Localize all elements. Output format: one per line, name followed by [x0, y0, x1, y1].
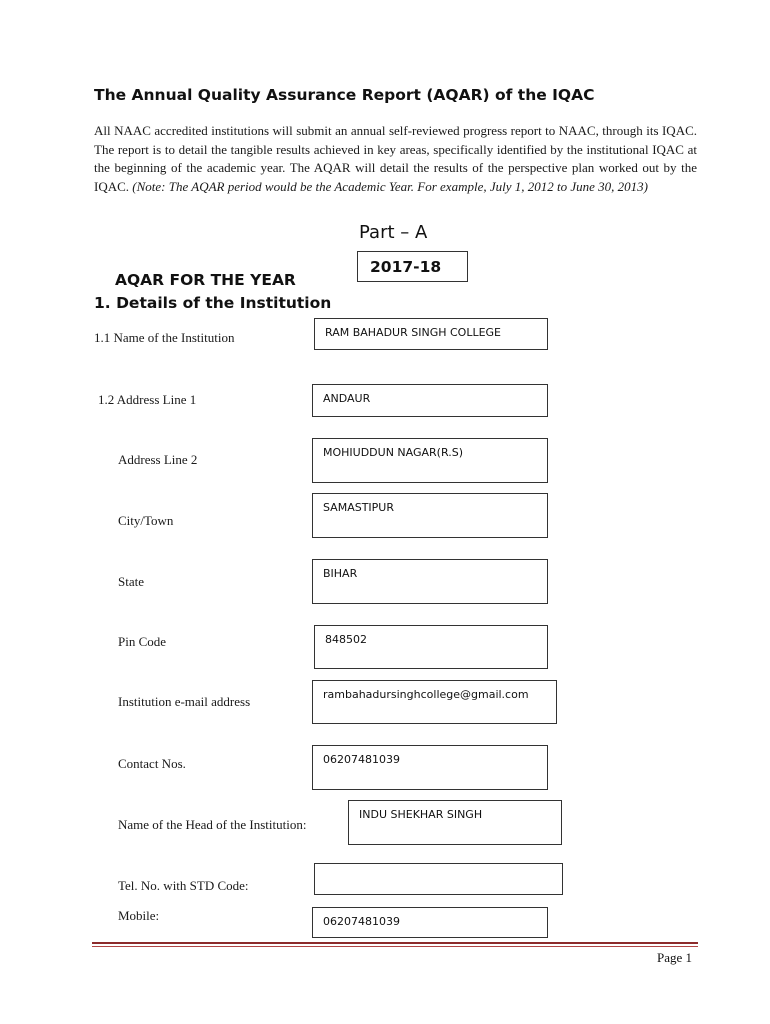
mobile-label: Mobile: [118, 908, 160, 923]
footer-divider-thin [92, 946, 698, 947]
state-label: State [118, 574, 144, 589]
intro-paragraph [94, 122, 697, 196]
aqar-year-field[interactable]: 2017-18 [357, 251, 468, 282]
contact-label: Contact Nos. [118, 756, 186, 771]
institution-name-label: 1.1 Name of the Institution [94, 330, 235, 345]
address-line-2-label: Address Line 2 [118, 452, 198, 467]
footer-divider [92, 942, 698, 944]
mobile-field[interactable]: 06207481039 [312, 907, 548, 938]
state-field[interactable]: BIHAR [312, 559, 548, 604]
address-line-2-field[interactable]: MOHIUDDUN NAGAR(R.S) [312, 438, 548, 483]
tel-std-field[interactable] [314, 863, 563, 895]
intro-text: All NAAC accredited institutions will submit an annual self-reviewed progress report to NAAC, through its IQAC. The report is to detail the tangible results achieved in key areas, specifically identified by the institutional IQAC at the beginning of the academic year. The AQAR will detail the results of the perspective plan worked out by the IQAC. [94, 123, 697, 194]
pin-code-label: Pin Code [118, 634, 167, 649]
head-of-institution-label: Name of the Head of the Institution: [118, 817, 307, 832]
tel-std-label: Tel. No. with STD Code: [118, 878, 249, 893]
institution-name-field[interactable]: RAM BAHADUR SINGH COLLEGE [314, 318, 548, 350]
email-field[interactable]: rambahadursinghcollege@gmail.com [312, 680, 557, 724]
intro-note: (Note: The AQAR period would be the Academic Year. For example, July 1, 2012 to June 30, 2013) [132, 178, 648, 194]
page-number: Page 1 [657, 950, 693, 965]
head-of-institution-field[interactable]: INDU SHEKHAR SINGH [348, 800, 562, 845]
pin-code-field[interactable]: 848502 [314, 625, 548, 669]
part-heading: Part – A [359, 222, 428, 243]
section-heading: 1. Details of the Institution [94, 294, 332, 312]
email-label: Institution e-mail address [118, 694, 251, 709]
city-label: City/Town [118, 513, 174, 528]
aqar-year-label: AQAR FOR THE YEAR [115, 271, 296, 289]
contact-field[interactable]: 06207481039 [312, 745, 548, 790]
city-field[interactable]: SAMASTIPUR [312, 493, 548, 538]
address-line-1-label: 1.2 Address Line 1 [98, 392, 197, 407]
address-line-1-field[interactable]: ANDAUR [312, 384, 548, 417]
document-title: The Annual Quality Assurance Report (AQAR) of the IQAC [94, 86, 595, 104]
